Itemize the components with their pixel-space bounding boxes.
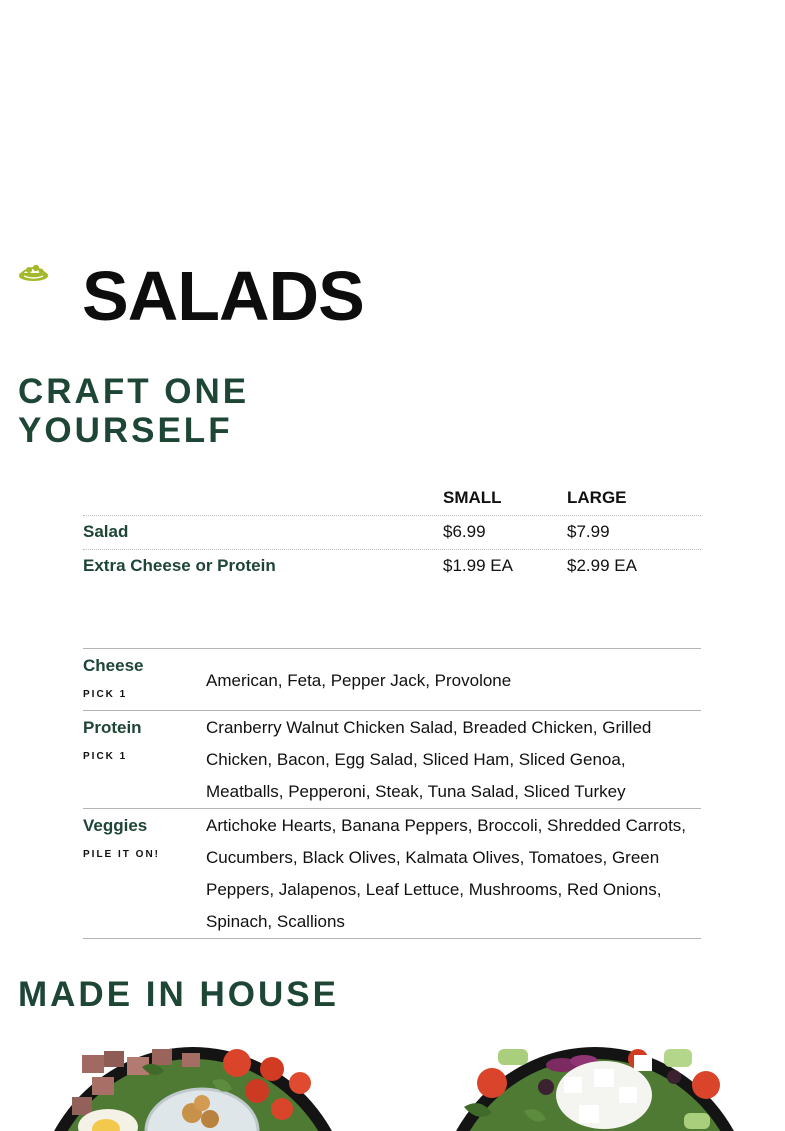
page-title: SALADS xyxy=(82,257,364,335)
price-item-name: Extra Cheese or Protein xyxy=(83,556,276,575)
chef-salad-photo xyxy=(32,1047,354,1131)
price-item-name: Salad xyxy=(83,522,129,541)
option-label xyxy=(83,815,203,860)
options-table xyxy=(83,648,701,939)
made-in-house-heading: MADE IN HOUSE xyxy=(18,975,339,1014)
option-items: American, Feta, Pepper Jack, Provolone xyxy=(206,671,512,690)
price-large: $7.99 xyxy=(567,522,610,541)
greek-salad-photo xyxy=(434,1047,756,1131)
option-name: Cheese xyxy=(83,656,144,675)
price-row-extra xyxy=(83,549,701,583)
option-name: Protein xyxy=(83,718,142,737)
price-small: $1.99 EA xyxy=(443,556,513,575)
salad-bowl-icon xyxy=(18,258,49,284)
option-row-cheese xyxy=(83,649,701,711)
large-size-header: LARGE xyxy=(567,488,627,507)
option-items: Cranberry Walnut Chicken Salad, Breaded Chicken, Grilled Chicken, Bacon, Egg Salad, Sliced Ham, Sliced Genoa, Meatballs, Pepperoni, Steak, Tuna Salad, Sliced Turkey xyxy=(206,718,652,801)
option-name: Veggies xyxy=(83,816,148,835)
option-rule: PICK 1 xyxy=(83,689,128,700)
small-size-header: SMALL xyxy=(443,488,502,507)
option-row-protein xyxy=(83,711,701,809)
price-small: $6.99 xyxy=(443,522,486,541)
option-rule: PILE IT ON! xyxy=(83,849,160,860)
price-large: $2.99 EA xyxy=(567,556,637,575)
craft-heading: CRAFT ONE YOURSELF xyxy=(18,372,250,450)
option-row-veggies xyxy=(83,809,701,939)
price-table xyxy=(83,482,701,583)
option-label xyxy=(83,655,203,700)
price-table-header xyxy=(83,482,701,515)
option-rule: PICK 1 xyxy=(83,751,128,762)
option-label xyxy=(83,717,203,762)
price-row-salad xyxy=(83,515,701,549)
option-items: Artichoke Hearts, Banana Peppers, Broccoli, Shredded Carrots, Cucumbers, Black Olives, Kalmata Olives, Tomatoes, Green Peppers, Jalapenos, Leaf Lettuce, Mushrooms, Red Onions, Spinach, Scallions xyxy=(206,816,687,931)
